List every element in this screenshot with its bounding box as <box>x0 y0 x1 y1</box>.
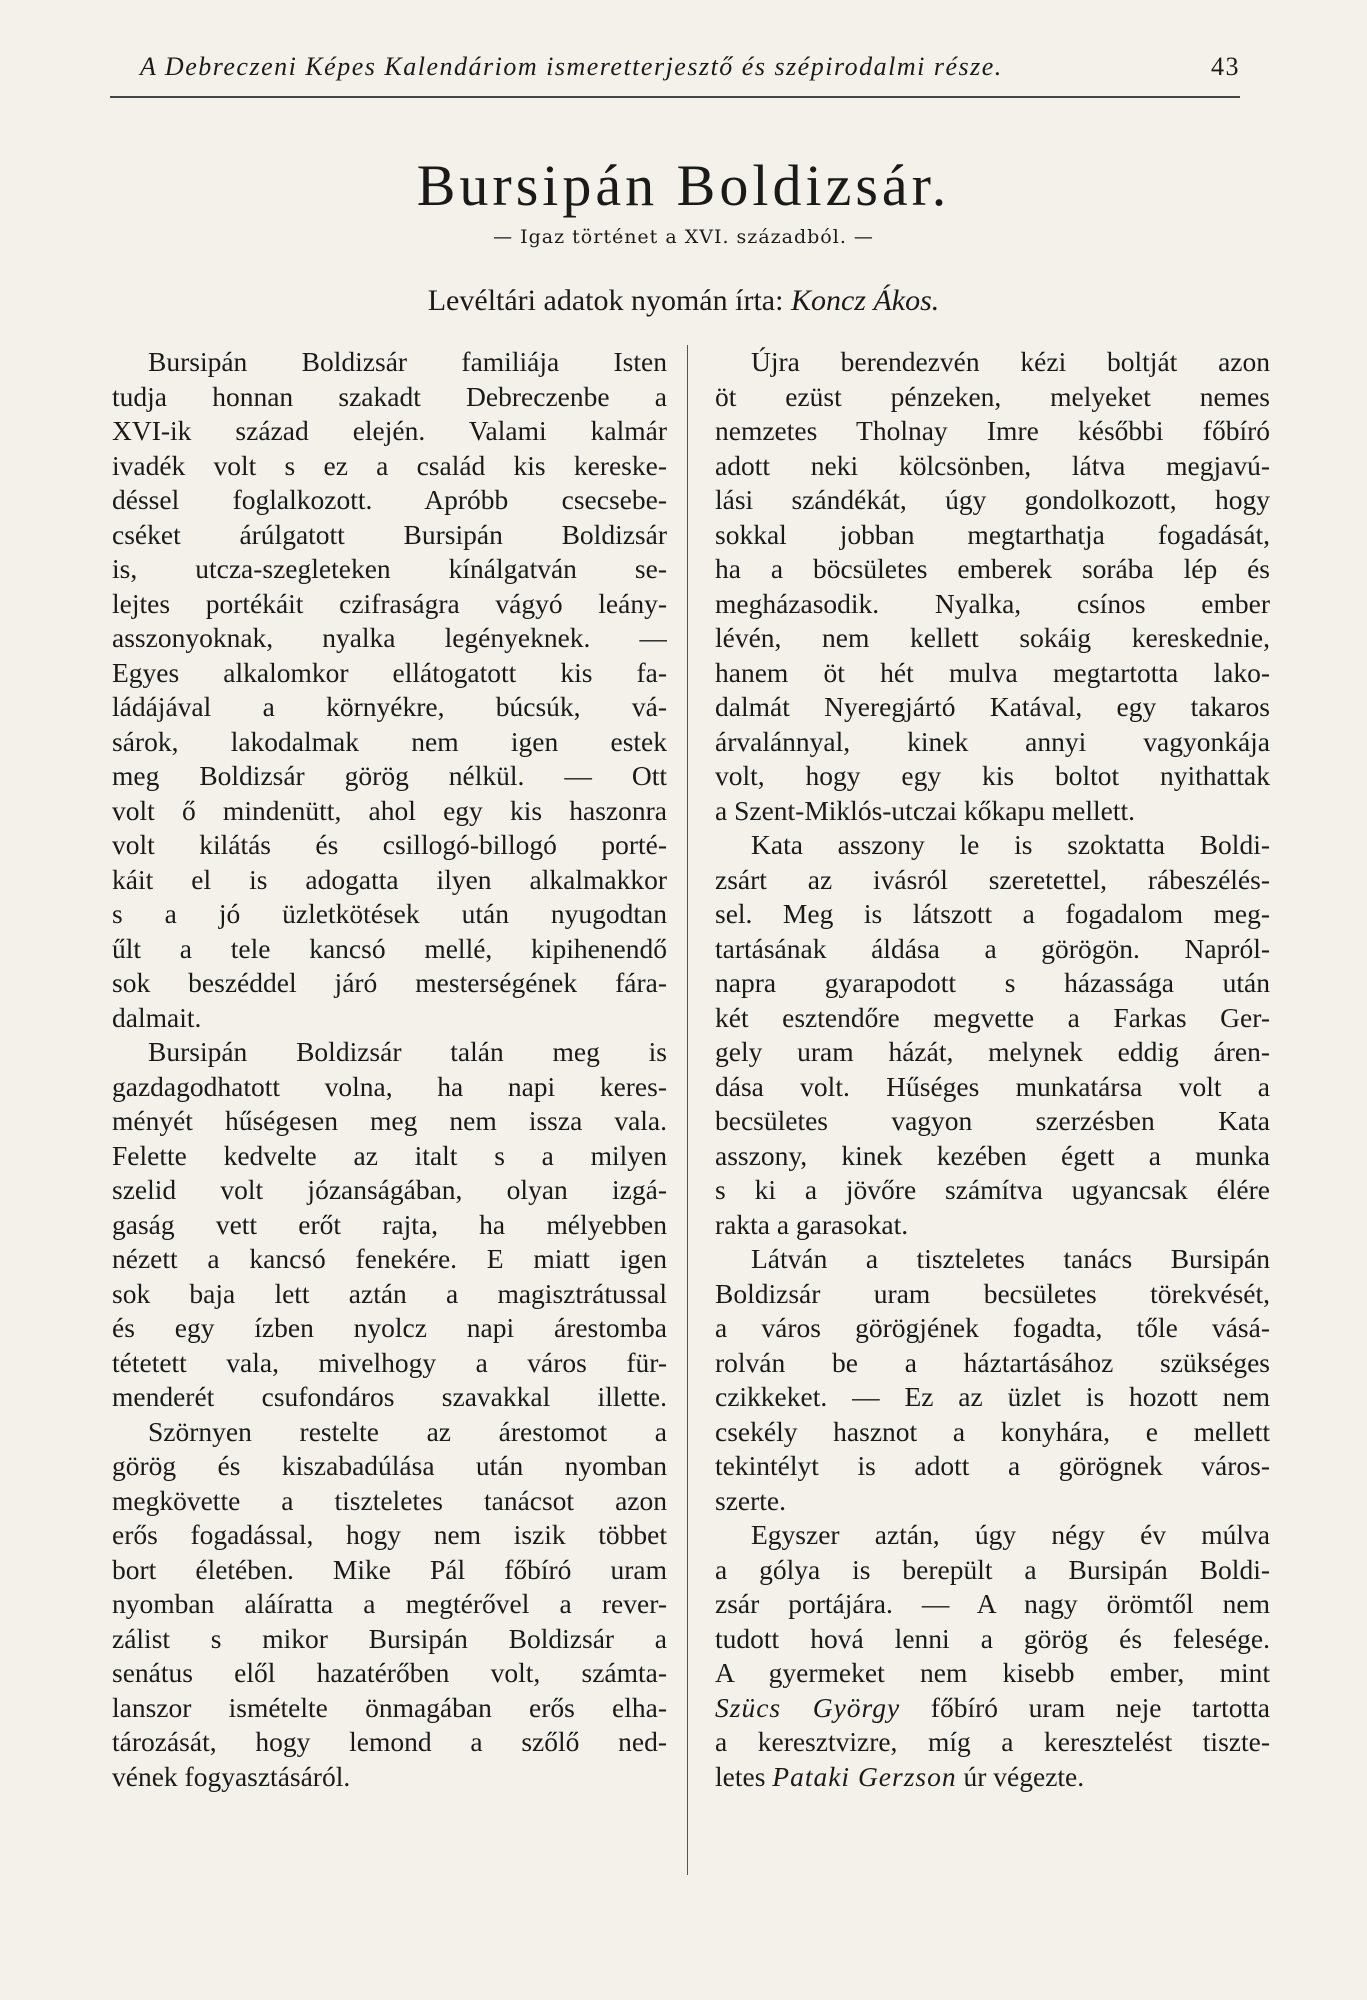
text-line: bort életében. Mike Pál főbíró uram <box>112 1553 667 1585</box>
text-line: Bursipán Boldizsár talán meg is <box>148 1036 667 1067</box>
text-line: déssel foglalkozott. Apróbb csecsebe- <box>112 484 667 515</box>
author-name: Koncz Ákos. <box>790 284 940 317</box>
text-line: sel. Meg is látszott a fogadalom meg- <box>715 898 1270 929</box>
text-line: vének fogyasztásáról. <box>112 1760 351 1792</box>
text-line: Boldizsár uram becsületes törekvését, <box>715 1277 1270 1309</box>
person-name: Szücs György <box>715 1691 901 1723</box>
text-line: Kata asszony le is szoktatta Boldi- <box>751 829 1270 860</box>
text-line: dalmait. <box>112 1001 202 1033</box>
text-line: Felette kedvelte az italt s a milyen <box>112 1139 667 1171</box>
text-line: Újra berendezvén kézi boltját azon <box>751 346 1270 377</box>
right-column <box>715 345 1270 1794</box>
text-line: sok baja lett aztán a magisztrátussal <box>112 1277 667 1309</box>
text-span: főbíró uram neje tartotta <box>930 1691 1270 1723</box>
page-number: 43 <box>1211 52 1240 81</box>
text-line: két esztendőre megvette a Farkas Ger- <box>715 1001 1270 1033</box>
text-line: és egy ízben nyolcz napi árestomba <box>112 1312 667 1343</box>
text-line: megházasodik. Nyalka, csínos ember <box>715 587 1270 619</box>
text-line: ládájával a környékre, búcsúk, vá- <box>112 691 667 722</box>
text-line: s ki a jövőre számítva ugyancsak élére <box>715 1174 1270 1205</box>
text-line: sok beszéddel járó mesterségének fára- <box>112 967 667 998</box>
text-line: czikkeket. — Ez az üzlet is hozott nem <box>715 1381 1270 1412</box>
text-line: A gyermeket nem kisebb ember, mint <box>715 1657 1270 1688</box>
text-line: nézett a kancsó fenekére. E miatt igen <box>112 1243 667 1274</box>
text-line: megkövette a tiszteletes tanácsot azon <box>112 1484 667 1516</box>
article-subtitle: — Igaz történet a XVI. századból. — <box>493 226 874 248</box>
text-line: senátus elől hazatérőben volt, számta- <box>112 1657 667 1688</box>
text-line: tudja honnan szakadt Debreczenbe a <box>112 380 667 412</box>
text-line: ivadék volt s ez a család kis kereske- <box>112 449 667 481</box>
text-span: úr végezte. <box>963 1760 1085 1792</box>
text-line: s a jó üzletkötések után nyugodtan <box>112 898 667 929</box>
text-line: meg Boldizsár görög nélkül. — Ott <box>112 760 667 791</box>
text-line: zsár portájára. — A nagy örömtől nem <box>715 1588 1270 1619</box>
text-line: gely uram házát, melynek eddig áren- <box>715 1036 1270 1067</box>
text-line: erős fogadással, hogy nem iszik többet <box>112 1519 667 1550</box>
text-line: lejtes portékáit czifraságra vágyó leány- <box>112 587 667 619</box>
text-line: űlt a tele kancsó mellé, kipihenendő <box>112 932 667 964</box>
text-line: a gólya is berepült a Bursipán Boldi- <box>715 1553 1270 1585</box>
text-line: dása volt. Hűséges munkatársa volt a <box>715 1070 1270 1102</box>
text-span: letes <box>715 1760 766 1792</box>
left-column <box>112 345 667 1794</box>
text-line: nyomban aláíratta a megtérővel a rever- <box>112 1588 667 1619</box>
header-rule <box>110 96 1240 98</box>
text-line: rolván be a háztartásához szükséges <box>715 1346 1270 1378</box>
text-line: tározását, hogy lemond a szőlő ned- <box>112 1726 667 1757</box>
text-line: öt ezüst pénzeken, melyeket nemes <box>715 380 1270 412</box>
text-line: Egyes alkalomkor ellátogatott kis fa- <box>112 656 667 688</box>
text-line: zsárt az ivásról szeretettel, rábeszélés- <box>715 863 1270 895</box>
text-line: Bursipán Boldizsár familiája Isten <box>148 346 667 377</box>
text-line: lanszor ismételte önmagában erős elha- <box>112 1691 667 1723</box>
text-line: becsületes vagyon szerzésben Kata <box>715 1105 1270 1136</box>
text-line: is, utcza-szegleteken kínálgatván se- <box>112 553 667 584</box>
text-line: tartásának áldása a görögön. Napról- <box>715 932 1270 964</box>
text-line: árvalánnyal, kinek annyi vagyonkája <box>715 725 1270 757</box>
text-line: káit el is adogatta ilyen alkalmakkor <box>112 863 667 895</box>
text-line <box>715 1691 1270 1726</box>
text-line: Egyszer aztán, úgy négy év múlva <box>751 1519 1270 1550</box>
text-line: görög és kiszabadúlása után nyomban <box>112 1450 667 1481</box>
text-line: sárok, lakodalmak nem igen estek <box>112 725 667 757</box>
text-line: Látván a tiszteletes tanács Bursipán <box>751 1243 1270 1274</box>
text-line: volt ő mindenütt, ahol egy kis haszonra <box>112 794 667 826</box>
person-name: Pataki Gerzson <box>772 1760 957 1792</box>
text-line: lási szándékát, úgy gondolkozott, hogy <box>715 484 1270 515</box>
text-line: csekély hasznot a konyhára, e mellett <box>715 1415 1270 1447</box>
text-line: hanem öt hét mulva megtartotta lako- <box>715 656 1270 688</box>
text-line: cséket árúlgatott Bursipán Boldizsár <box>112 518 667 550</box>
text-line: nemzetes Tholnay Imre későbbi főbíró <box>715 415 1270 446</box>
text-line: XVI-ik század elején. Valami kalmár <box>112 415 667 446</box>
text-line <box>715 1760 1270 1795</box>
byline-prefix: Levéltári adatok nyomán írta: <box>427 284 784 317</box>
text-line: sokkal jobban megtarthatja fogadását, <box>715 518 1270 550</box>
running-header-text: A Debreczeni Képes Kalendáriom ismeretterjesztő és szépirodalmi része. <box>140 52 1003 81</box>
article-title: Bursipán Boldizsár. <box>416 153 951 218</box>
text-line: menderét csufondáros szavakkal illette. <box>112 1381 667 1412</box>
text-line: gaság vett erőt rajta, ha mélyebben <box>112 1208 667 1240</box>
text-line: tekintélyt is adott a görögnek város- <box>715 1450 1270 1481</box>
text-line: tétetett vala, mivelhogy a város für- <box>112 1346 667 1378</box>
text-line: szelid volt józanságában, olyan izgá- <box>112 1174 667 1205</box>
text-line: adott neki kölcsönben, látva megjavú- <box>715 449 1270 481</box>
text-line: a keresztvizre, míg a keresztelést tiszte- <box>715 1726 1270 1757</box>
text-line: rakta a garasokat. <box>715 1208 909 1240</box>
text-line: asszonyoknak, nyalka legényeknek. — <box>112 622 667 653</box>
text-line: asszony, kinek kezében égett a munka <box>715 1139 1270 1171</box>
text-line: zálist s mikor Bursipán Boldizsár a <box>112 1622 667 1654</box>
text-line: a Szent-Miklós-utczai kőkapu mellett. <box>715 794 1136 826</box>
text-line: lévén, nem kellett sokáig kereskednie, <box>715 622 1270 653</box>
text-line: a város görögjének fogadta, tőle vásá- <box>715 1312 1270 1343</box>
text-line: ha a böcsületes emberek sorába lép és <box>715 553 1270 584</box>
text-line: szerte. <box>715 1484 786 1516</box>
text-line: gazdagodhatott volna, ha napi keres- <box>112 1070 667 1102</box>
right-column-lines <box>715 345 1270 1691</box>
text-line: napra gyarapodott s házassága után <box>715 967 1270 998</box>
text-line: dalmát Nyeregjártó Katával, egy takaros <box>715 691 1270 722</box>
text-line: ményét hűségesen meg nem issza vala. <box>112 1105 667 1136</box>
article-byline <box>0 284 1367 318</box>
column-divider <box>687 345 688 1875</box>
text-line: volt, hogy egy kis boltot nyithattak <box>715 760 1270 791</box>
text-line: Szörnyen restelte az árestomot a <box>148 1415 667 1447</box>
text-line: tudott hová lenni a görög és felesége. <box>715 1622 1270 1654</box>
running-header <box>140 52 1240 82</box>
text-line: volt kilátás és csillogó-billogó porté- <box>112 829 667 860</box>
